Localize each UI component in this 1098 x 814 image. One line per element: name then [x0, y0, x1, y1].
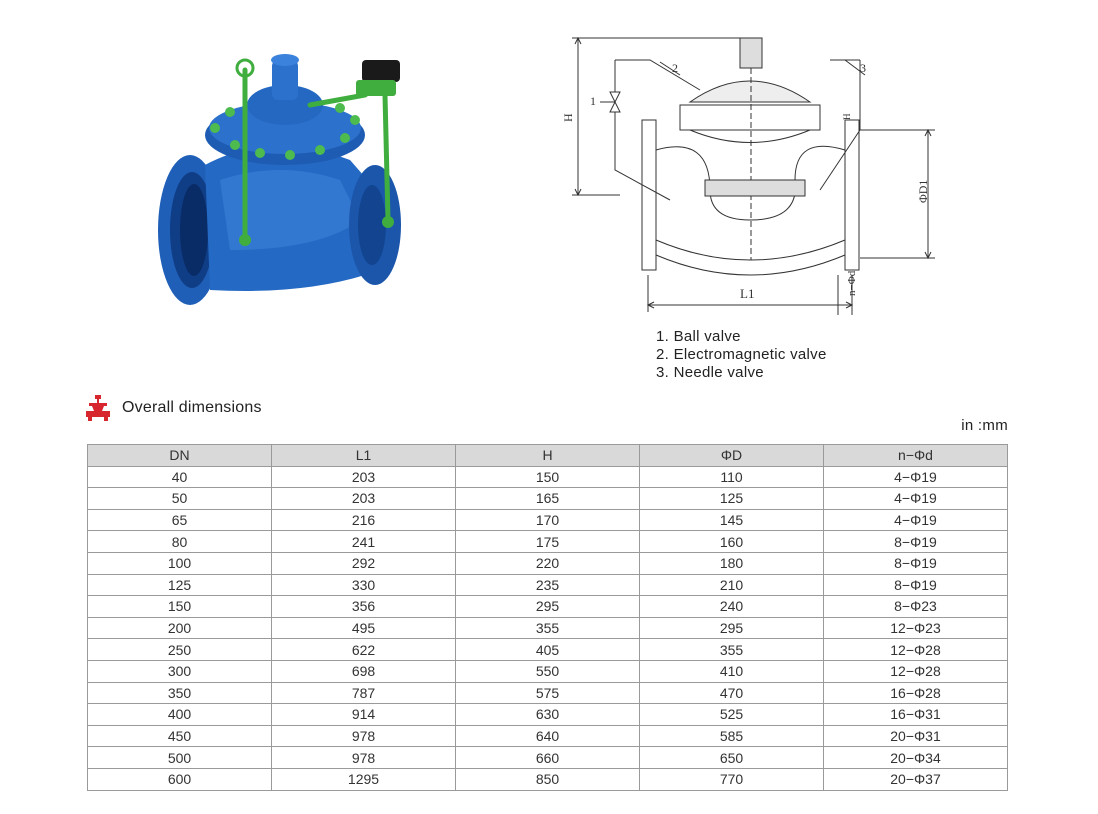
legend-item: 2. Electromagnetic valve — [656, 346, 827, 363]
callout-1: 1 — [590, 94, 596, 108]
column-header-l1: L1 — [272, 445, 456, 467]
cell-d: 160 — [640, 531, 824, 553]
unit-label: in :mm — [961, 417, 1008, 434]
cell-h: 295 — [456, 596, 640, 618]
cell-nd: 16−Φ31 — [824, 704, 1008, 726]
table-row — [88, 704, 1008, 726]
cell-dn: 150 — [88, 596, 272, 618]
cell-nd: 12−Φ23 — [824, 617, 1008, 639]
cell-d: 355 — [640, 639, 824, 661]
table-row — [88, 768, 1008, 790]
cell-l1: 978 — [272, 725, 456, 747]
cell-nd: 20−Φ34 — [824, 747, 1008, 769]
cell-h: 640 — [456, 725, 640, 747]
section-title: Overall dimensions — [122, 399, 262, 416]
cell-l1: 203 — [272, 466, 456, 488]
cell-h: 220 — [456, 552, 640, 574]
cell-l1: 1295 — [272, 768, 456, 790]
cell-l1: 622 — [272, 639, 456, 661]
table-row — [88, 488, 1008, 510]
cell-h: 170 — [456, 509, 640, 531]
cell-dn: 500 — [88, 747, 272, 769]
table-row — [88, 552, 1008, 574]
dim-label-l1: L1 — [740, 286, 755, 301]
column-header-nd: n−Φd — [824, 445, 1008, 467]
cell-nd: 12−Φ28 — [824, 639, 1008, 661]
cell-dn: 100 — [88, 552, 272, 574]
cell-l1: 203 — [272, 488, 456, 510]
cell-d: 770 — [640, 768, 824, 790]
cell-dn: 400 — [88, 704, 272, 726]
cell-h: 175 — [456, 531, 640, 553]
cell-h: 660 — [456, 747, 640, 769]
cell-nd: 8−Φ19 — [824, 574, 1008, 596]
cell-d: 650 — [640, 747, 824, 769]
cell-l1: 216 — [272, 509, 456, 531]
cell-d: 240 — [640, 596, 824, 618]
table-row — [88, 531, 1008, 553]
cell-dn: 350 — [88, 682, 272, 704]
dim-label-h: H — [561, 113, 575, 122]
cell-l1: 292 — [272, 552, 456, 574]
cell-d: 410 — [640, 660, 824, 682]
table-body — [88, 466, 1008, 790]
cell-dn: 600 — [88, 768, 272, 790]
cell-l1: 241 — [272, 531, 456, 553]
valve-section-drawing — [560, 30, 950, 320]
cell-d: 125 — [640, 488, 824, 510]
cell-h: 165 — [456, 488, 640, 510]
table-row — [88, 660, 1008, 682]
table-row — [88, 747, 1008, 769]
cell-h: 630 — [456, 704, 640, 726]
cell-dn: 40 — [88, 466, 272, 488]
cell-l1: 787 — [272, 682, 456, 704]
cell-d: 210 — [640, 574, 824, 596]
cell-nd: 4−Φ19 — [824, 488, 1008, 510]
cell-nd: 8−Φ19 — [824, 552, 1008, 574]
cell-l1: 356 — [272, 596, 456, 618]
cell-l1: 495 — [272, 617, 456, 639]
table-row — [88, 466, 1008, 488]
table-row — [88, 617, 1008, 639]
cell-d: 525 — [640, 704, 824, 726]
cell-dn: 450 — [88, 725, 272, 747]
cell-nd: 4−Φ19 — [824, 509, 1008, 531]
table-row — [88, 509, 1008, 531]
cell-nd: 4−Φ19 — [824, 466, 1008, 488]
cell-h: 850 — [456, 768, 640, 790]
cell-d: 180 — [640, 552, 824, 574]
cell-h: 355 — [456, 617, 640, 639]
cell-dn: 250 — [88, 639, 272, 661]
table-row — [88, 725, 1008, 747]
cell-d: 585 — [640, 725, 824, 747]
callout-2: 2 — [672, 61, 678, 75]
valve-product-image — [150, 50, 420, 315]
cell-d: 145 — [640, 509, 824, 531]
table-header-row — [88, 445, 1008, 467]
cell-dn: 125 — [88, 574, 272, 596]
cell-h: 235 — [456, 574, 640, 596]
column-header-dn: DN — [88, 445, 272, 467]
cell-h: 550 — [456, 660, 640, 682]
cell-nd: 12−Φ28 — [824, 660, 1008, 682]
table-row — [88, 639, 1008, 661]
drawing-legend — [656, 328, 827, 382]
cell-h: 150 — [456, 466, 640, 488]
cell-nd: 16−Φ28 — [824, 682, 1008, 704]
cell-h: 405 — [456, 639, 640, 661]
column-header-h: H — [456, 445, 640, 467]
cell-dn: 200 — [88, 617, 272, 639]
table-row — [88, 574, 1008, 596]
cell-nd: 8−Φ23 — [824, 596, 1008, 618]
cell-l1: 914 — [272, 704, 456, 726]
table-row — [88, 682, 1008, 704]
column-header-d: ΦD — [640, 445, 824, 467]
dim-label-d1: ΦD1 — [916, 179, 930, 203]
cell-l1: 330 — [272, 574, 456, 596]
cell-nd: 20−Φ37 — [824, 768, 1008, 790]
cell-h: 575 — [456, 682, 640, 704]
cell-dn: 65 — [88, 509, 272, 531]
cell-nd: 8−Φ19 — [824, 531, 1008, 553]
legend-item: 1. Ball valve — [656, 328, 741, 345]
cell-dn: 80 — [88, 531, 272, 553]
cell-l1: 978 — [272, 747, 456, 769]
callout-3: 3 — [860, 61, 866, 75]
legend-item: 3. Needle valve — [656, 364, 764, 381]
cell-nd: 20−Φ31 — [824, 725, 1008, 747]
cell-l1: 698 — [272, 660, 456, 682]
table-row — [88, 596, 1008, 618]
dim-label-nd: n−Φd — [846, 270, 858, 296]
cell-dn: 50 — [88, 488, 272, 510]
dim-label-h-small: H — [842, 113, 852, 120]
valve-icon — [86, 395, 110, 421]
cell-dn: 300 — [88, 660, 272, 682]
dimensions-table — [87, 444, 1008, 791]
cell-d: 110 — [640, 466, 824, 488]
section-heading — [86, 393, 262, 423]
cell-d: 295 — [640, 617, 824, 639]
cell-d: 470 — [640, 682, 824, 704]
